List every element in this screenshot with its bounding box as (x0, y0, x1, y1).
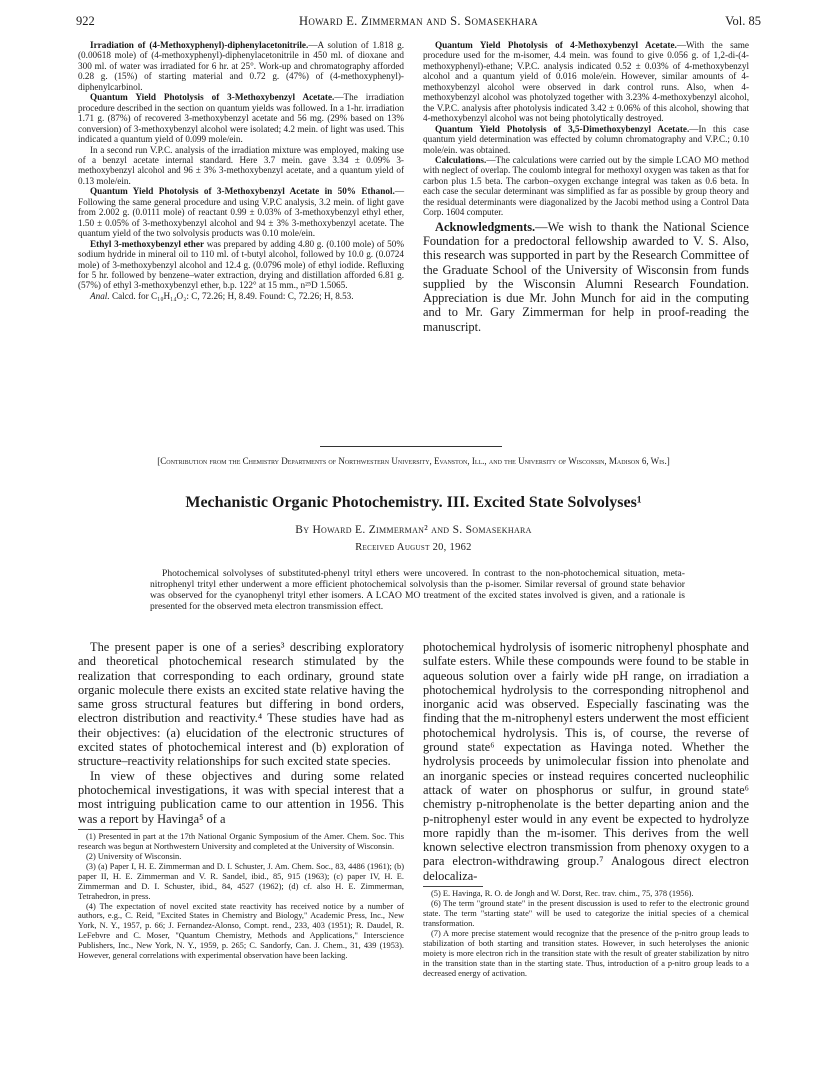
footnote-divider (78, 829, 138, 830)
running-header (76, 14, 761, 30)
footnotes (423, 889, 749, 979)
article-title: Mechanistic Organic Photochemistry. III. Excited State Solvolyses¹ (185, 494, 642, 511)
paragraph-text: —The irradiation procedure described in the section on quantum yields was followed. In a 1-hr. irradiation 1.71 g. (87%) of recovered 3-methoxybenzyl acetate and 56 mg. (29% based on 13% conversion) of 3-methoxybenzyl alcohol were isolated; 4.2 mein. of light was used. This indicated a quantum yield of 0.099 mole/ein. (78, 92, 404, 145)
paragraph-text: —We wish to thank the National Science Foundation for a predoctoral fellowship awarded to V. S. Also, this research was supported in part by the Research Committee of the Graduate School of the University of Wisconsin from funds supplied by the Wisconsin Alumni Research Foundation. Appreciation is due Mr. John Munch for aid in the computing and to Mr. Gary Zimmerman for help in proof-reading the manuscript. (423, 219, 749, 334)
footnote-divider (423, 886, 483, 887)
section-heading: Quantum Yield Photolysis of 3-Methoxybenzyl Acetate. (90, 92, 335, 103)
paragraph-text: Calcd. for C₁₀H₁₄O₂: C, 72.26; H, 8.49. Found: C, 72.26; H, 8.53. (109, 290, 354, 301)
paragraph-text: —A solution of 1.818 g. (0.00618 mole) of (4-methoxyphenyl)-diphenylacetonitrile in 450 ml. of dioxane and 300 ml. of water was irradiated for 6 hr. at 25°. Work-up and chromatography afforded 0.28 g. (15%) of starting material and 0.72 g. (47%) of (4-methoxyphenyl)-diphenylcarbinol. (78, 40, 404, 92)
footnotes (78, 832, 404, 961)
experimental-column-left (78, 40, 404, 301)
section-heading: Irradiation of (4-Methoxyphenyl)-diphenylacetonitrile. (90, 40, 309, 50)
section-heading: Calculations. (435, 154, 487, 165)
running-head: Howard E. Zimmerman and S. Somasekhara (299, 14, 538, 28)
paragraph-text: —In this case quantum yield determination was effected by column chromatography and V.P.C.; 0.10 mole/ein. was obtained. (423, 123, 749, 155)
paragraph (423, 124, 749, 155)
body-column-left (78, 640, 404, 961)
footnote: (7) A more precise statement would recognize that the presence of the p-nitro group leads to stabilization of both starting and transition states. However, in such heterolyses the anionic moiety is more electron rich in the transition state with the result of greater stabilization by nitro in the transition state than in the starting state. Thus, introduction of a p-nitro group leads to a decreased energy of activation. (423, 928, 749, 978)
paragraph (78, 291, 404, 301)
paragraph (78, 239, 404, 291)
paragraph (78, 186, 404, 238)
abstract: Photochemical solvolyses of substituted-phenyl trityl ethers were uncovered. In contrast to the non-photochemical situation, meta-nitrophenyl trityl ether underwent a more efficient photochemical solvolysis than the p-isomer. Similar reversal of ground state behavior was observed for the cyanophenyl trityl ether isomers. A LCAO MO treatment of the excited states involved is given, and a rationale is presented for the observed meta electron transmission effect. (150, 568, 685, 612)
section-heading: Quantum Yield Photolysis of 4-Methoxybenzyl Acetate. (435, 40, 677, 50)
received-date: Received August 20, 1962 (355, 542, 472, 553)
footnote: (3) (a) Paper I, H. E. Zimmerman and D. I. Schuster, J. Am. Chem. Soc., 83, 4486 (1961); (b) paper II, H. E. Zimmerman and V. R. Sandel, ibid., 85, 915 (1963); (c) paper IV, H. E. Zimmerman and D. I. Schuster, ibid., 84, 4527 (1962); (d) cf. also H. E. Zimmerman, Tetrahedron, in press. (78, 861, 404, 901)
footnote: (4) The expectation of novel excited state reactivity has received notice by a number of authors, e.g., C. Reid, "Excited States in Chemistry and Biology," Academic Press, Inc., New York, N. Y., 1957, p. 66; J. Fernandez-Alonso, Compt. rend., 233, 403 (1951); R. Daudel, R. LeFebvre and C. Moser, "Quantum Chemistry, Methods and Applications," Interscience Publishers, Inc., New York, N. Y., 1959, p. 265; C. Sandorfy, Can. J. Chem., 31, 439 (1953). However, general correlations with experimental observation have been lacking. (78, 901, 404, 961)
paragraph: The present paper is one of a series³ describing exploratory and theoretical photochemical research stimulated by the realization that corresponding to each ordinary, ground state organic molecule there exists an excited state relative having the same gross structural features but differing in bond orders, electron distribution and reactivity.⁴ These studies have had as their objectives: (a) elucidation of the electronic structures of excited states of photochemical interest and (b) exploration of structure–reactivity relationships for such excited state species. (78, 640, 404, 769)
paragraph (423, 155, 749, 218)
footnote: (2) University of Wisconsin. (86, 851, 182, 861)
section-heading: Quantum Yield Photolysis of 3,5-Dimethoxybenzyl Acetate. (435, 123, 690, 134)
section-divider (320, 446, 502, 447)
analysis-label: Anal. (90, 290, 110, 301)
section-heading: Quantum Yield Photolysis of 3-Methoxybenzyl Acetate in 50% Ethanol. (90, 186, 395, 197)
footnote: (1) Presented in part at the 17th National Organic Symposium of the Amer. Chem. Soc. This research was begun at Northwestern University and completed at the University of Wisconsin. (78, 831, 404, 851)
paragraph (423, 40, 749, 124)
footnote: (5) E. Havinga, R. O. de Jongh and W. Dorst, Rec. trav. chim., 75, 378 (1956). (431, 889, 694, 899)
paragraph-text: was prepared by adding 4.80 g. (0.100 mole) of 50% sodium hydride in mineral oil to 110 ml. of t-butyl alcohol, followed by 10.0 g. (0.0724 mole) of 3-methoxybenzyl alcohol and 12.4 g. (0.0796 mole) of ethyl iodide. Refluxing for 5 hr. followed by benzene–water extraction, drying and distillation afforded 6.81 g. (57%) of ethyl 3-methoxybenzyl ether, b.p. 122° at 15 mm., n²⁵D 1.5065. (78, 238, 404, 291)
contribution-line: [Contribution from the Chemistry Departments of Northwestern University, Evanston, Ill., and the University of Wisconsin, Madison 6, Wis.] (157, 456, 670, 466)
paragraph-text: —The calculations were carried out by the simple LCAO MO method with neglect of overlap. The coulomb integral for methoxyl oxygen was taken as that for carbon plus 1.5 beta. The carbon–oxygen exchange integral was taken as 0.6 beta. In each case the secular determinant was simplified as far as possible by group theory and the residual determinants were diagonalized by the Jacobi method using a Control Data Corp. 1604 computer. (423, 154, 749, 218)
paragraph-text: —Following the same general procedure and using V.P.C analysis, 3.2 mein. of light gave from 2.002 g. (0.0111 mole) of reactant 0.99 ± 0.03% of 3-methoxybenzyl ethyl ether, 1.50 ± 0.05% of 3-methoxybenzyl alcohol and 94 ± 3% 3-methoxybenzyl acetate. The quantum yield of the two solvolysis products was 0.10 mole/ein. (78, 186, 404, 239)
section-heading: Acknowledgments. (435, 219, 536, 234)
paragraph: photochemical hydrolysis of isomeric nitrophenyl phosphate and sulfate esters. While these compounds were found to be stable in aqueous solution over a fairly wide pH range, on irradiation a photochemical hydrolysis to the corresponding nitrophenol and inorganic acid was observed. Especially fascinating was the finding that the m-nitrophenyl esters underwent the most efficient photochemical hydrolysis. This is, of course, the reverse of ground state⁶ expectation as Havinga noted. Whether the hydrolysis proceeds by unimolecular fission into phenolate and an inorganic species or instead requires concerted nucleophilic attack of water on phosphorus or sulfur, in ground state⁶ chemistry p-nitrophenolate is the better departing anion and the p-nitrophenyl ester would in any event be expected to hydrolyze more rapidly than the m-isomer. This derives from the well known selective electron transmission from phenoxy oxygen to a para electron-withdrawing group.⁷ Analogous direct electron delocaliza- (423, 640, 749, 883)
paragraph: In view of these objectives and during some related photochemical investigations, it was with special interest that a most intriguing publication came to our attention in 1956. This was a report by Havinga⁵ of a (78, 768, 404, 826)
paragraph-text: —With the same procedure used for the m-isomer, 4.4 mein. was found to give 0.056 g. of 1,2-di-(4-methoxyphenyl)-ethane; V.P.C. analysis indicated 0.52 ± 0.03% of 4-methoxybenzyl alcohol and a quantum yield of 0.016 mole/ein. However, similar amounts of 4-methoxybenzyl alcohol were observed in dark control runs. Also, when 4-methoxybenzyl alcohol was photolyzed together with 3.23% 4-methoxybenzyl alcohol, the V.P.C. analysis after photolysis indicated 3.42 ± 0.06% of this alcohol, showing that 4-methoxybenzyl alcohol was not being photolytically destroyed. (423, 40, 749, 124)
section-heading: Ethyl 3-methoxybenzyl ether (90, 238, 205, 249)
paragraph (78, 92, 404, 144)
experimental-column-right (423, 40, 749, 334)
paragraph (78, 40, 404, 92)
paragraph: In a second run V.P.C. analysis of the irradiation mixture was employed, making use of a benzyl acetate internal standard. Here 3.7 mein. gave 3.34 ± 0.09% 3-methoxybenzyl alcohol and 96 ± 3% 3-methoxybenzyl acetate, and a quantum yield of 0.13 mole/ein. (78, 144, 404, 186)
article-authors: By Howard E. Zimmerman² and S. Somasekhara (295, 524, 532, 536)
body-column-right (423, 640, 749, 979)
footnote: (6) The term "ground state" in the present discussion is used to refer to the electronic ground state. The term "starting state" will be used to categorize the initial species of a chemical transformation. (423, 899, 749, 928)
page-number: 922 (76, 14, 95, 28)
acknowledgments (423, 220, 749, 334)
volume-label: Vol. 85 (725, 14, 761, 28)
